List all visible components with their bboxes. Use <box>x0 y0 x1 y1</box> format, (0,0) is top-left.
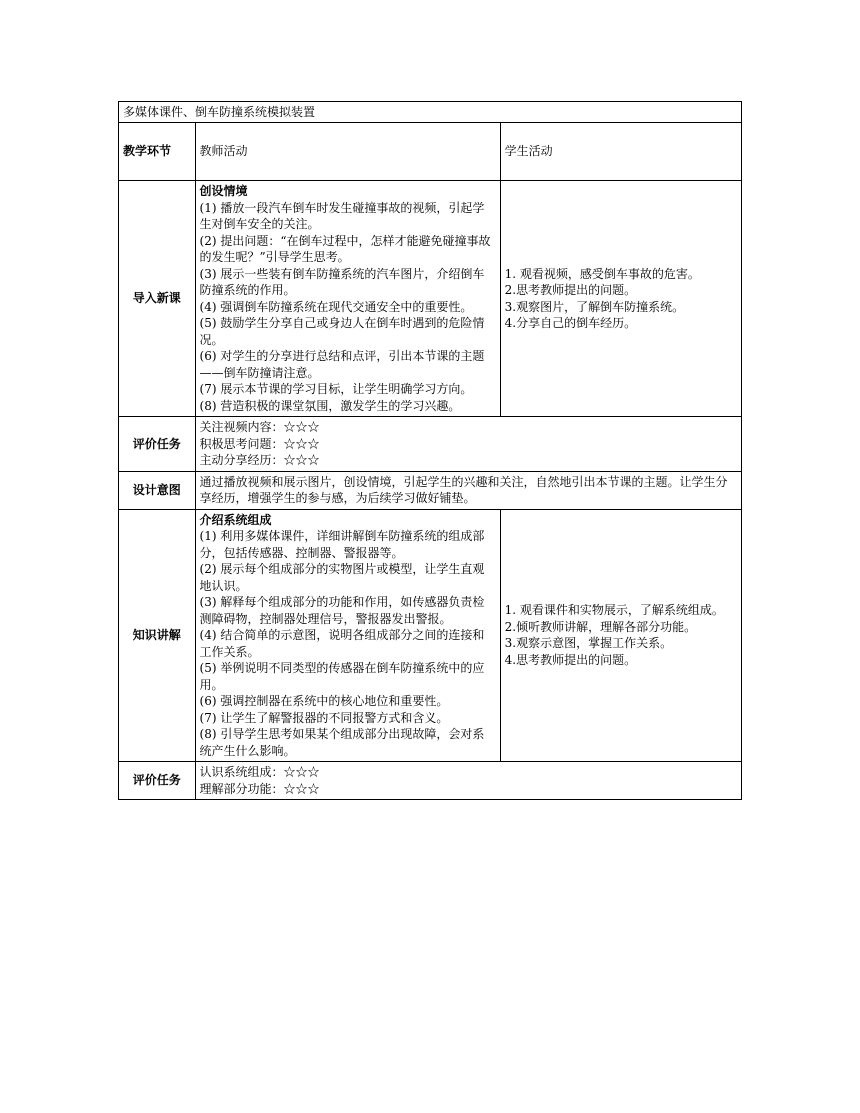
header-teacher-activity: 教师活动 <box>195 123 500 181</box>
evaluation-item: 主动分享经历：☆☆☆ <box>199 453 320 467</box>
section-knowledge-row <box>119 509 742 762</box>
student-activity-cell <box>500 181 741 417</box>
student-step: 4.思考教师提出的问题。 <box>504 652 637 667</box>
student-step: 3.观察图片，了解倒车防撞系统。 <box>504 299 685 314</box>
teacher-step: (8) 引导学生思考如果某个组成部分出现故障，会对系统产生什么影响。 <box>199 727 485 758</box>
student-step: 3.观察示意图，掌握工作关系。 <box>504 636 673 651</box>
student-step: 2.思考教师提出的问题。 <box>504 283 637 297</box>
materials-row <box>119 102 742 123</box>
student-step: 4.分享自己的倒车经历。 <box>504 316 637 330</box>
header-row <box>119 123 742 181</box>
section-label: 知识讲解 <box>119 509 196 762</box>
teacher-step: (4) 结合简单的示意图，说明各组成部分之间的连接和工作关系。 <box>199 628 485 659</box>
student-activity-cell <box>500 509 741 762</box>
teacher-step: (3) 展示一些装有倒车防撞系统的汽车图片，介绍倒车防撞系统的作用。 <box>199 266 485 297</box>
evaluation-cell <box>195 417 741 472</box>
teacher-step: (1) 播放一段汽车倒车时发生碰撞事故的视频，引起学生对倒车安全的关注。 <box>199 200 485 231</box>
student-step: 1. 观看视频，感受倒车事故的危害。 <box>504 266 700 281</box>
teacher-step: (1) 利用多媒体课件，详细讲解倒车防撞系统的组成部分，包括传感器、控制器、警报器等。 <box>199 529 485 560</box>
lesson-plan-table <box>118 101 742 800</box>
evaluation-item: 认识系统组成：☆☆☆ <box>199 765 320 779</box>
teacher-step: (2) 展示每个组成部分的实物图片或模型，让学生直观地认识。 <box>199 562 485 593</box>
evaluation-item: 积极思考问题：☆☆☆ <box>199 436 320 451</box>
teacher-activity-cell <box>195 509 500 762</box>
evaluation-row <box>119 762 742 800</box>
evaluation-label: 评价任务 <box>119 762 196 800</box>
evaluation-label: 评价任务 <box>119 417 196 472</box>
teacher-step: (8) 营造积极的课堂氛围，激发学生的学习兴趣。 <box>199 398 461 413</box>
teacher-step: (6) 对学生的分享进行总结和点评，引出本节课的主题——倒车防撞请注意。 <box>199 349 485 380</box>
teacher-step: (3) 解释每个组成部分的功能和作用，如传感器负责检测障碍物，控制器处理信号，警报器发出警报。 <box>199 595 485 626</box>
student-step: 2.倾听教师讲解，理解各部分功能。 <box>504 619 697 634</box>
materials-cell: 多媒体课件、倒车防撞系统模拟装置 <box>119 102 742 123</box>
teacher-step: (4) 强调倒车防撞系统在现代交通安全中的重要性。 <box>199 299 473 314</box>
teacher-step: (7) 展示本节课的学习目标，让学生明确学习方向。 <box>199 382 473 396</box>
header-stage: 教学环节 <box>119 123 196 181</box>
section-intro-row <box>119 181 742 417</box>
design-intent-row <box>119 471 742 509</box>
activity-title: 创设情境 <box>199 184 248 198</box>
teacher-step: (6) 强调控制器在系统中的核心地位和重要性。 <box>199 694 449 708</box>
student-step: 1. 观看课件和实物展示，了解系统组成。 <box>504 603 724 618</box>
teacher-step: (7) 让学生了解警报器的不同报警方式和含义。 <box>199 710 449 725</box>
evaluation-item: 理解部分功能：☆☆☆ <box>199 781 320 796</box>
evaluation-item: 关注视频内容：☆☆☆ <box>199 420 320 434</box>
evaluation-row <box>119 417 742 472</box>
design-intent-text: 通过播放视频和展示图片，创设情境，引起学生的兴趣和关注，自然地引出本节课的主题。让学生分享经历，增强学生的参与感，为后续学习做好铺垫。 <box>195 471 741 509</box>
teacher-activity-cell <box>195 181 500 417</box>
teacher-step: (5) 举例说明不同类型的传感器在倒车防撞系统中的应用。 <box>199 661 485 692</box>
section-label: 导入新课 <box>119 181 196 417</box>
evaluation-cell <box>195 762 741 800</box>
teacher-step: (2) 提出问题：“在倒车过程中，怎样才能避免碰撞事故的发生呢？”引导学生思考。 <box>199 233 491 264</box>
activity-title: 介绍系统组成 <box>199 512 272 527</box>
header-student-activity: 学生活动 <box>500 123 741 181</box>
design-intent-label: 设计意图 <box>119 471 196 509</box>
teacher-step: (5) 鼓励学生分享自己或身边人在倒车时遇到的危险情况。 <box>199 316 485 347</box>
